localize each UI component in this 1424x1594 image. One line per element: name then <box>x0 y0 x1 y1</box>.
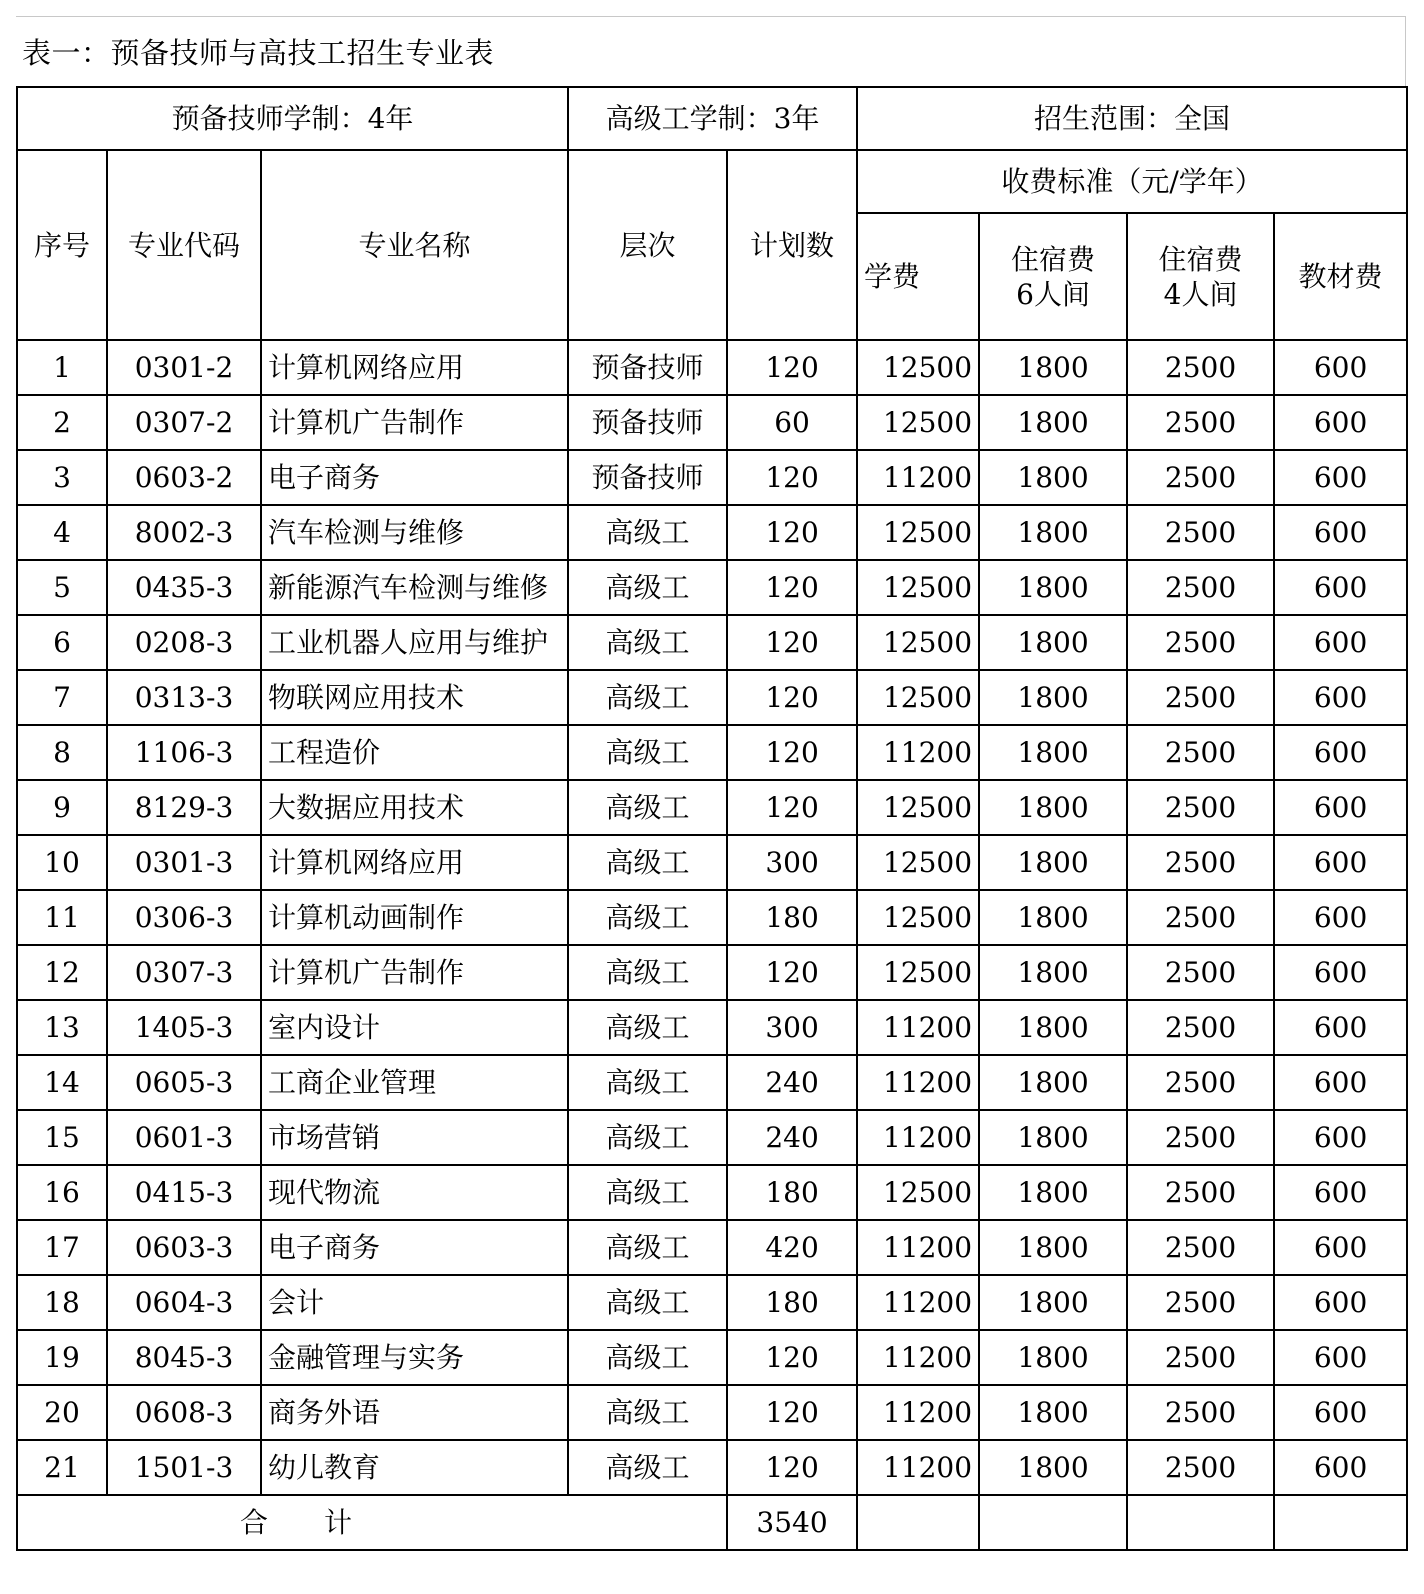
table-row <box>17 1440 1407 1495</box>
cell-major-name: 现代物流 <box>261 1165 568 1220</box>
cell-dorm4: 2500 <box>1127 670 1274 725</box>
cell-seq: 2 <box>17 395 107 450</box>
cell-plan: 120 <box>727 615 857 670</box>
cell-code: 0301-3 <box>107 835 261 890</box>
header-seq: 序号 <box>17 150 107 340</box>
cell-seq: 18 <box>17 1275 107 1330</box>
cell-code: 8045-3 <box>107 1330 261 1385</box>
cell-major-name: 计算机动画制作 <box>261 890 568 945</box>
cell-level: 高级工 <box>568 1055 727 1110</box>
table-row <box>17 450 1407 505</box>
header-dorm4-line2: 4人间 <box>1163 277 1238 311</box>
table-row <box>17 835 1407 890</box>
table-row <box>17 1330 1407 1385</box>
table-row <box>17 1055 1407 1110</box>
cell-plan: 180 <box>727 890 857 945</box>
header-dorm4-line1: 住宿费 <box>1158 242 1243 276</box>
info-row <box>17 87 1407 150</box>
cell-level: 高级工 <box>568 1220 727 1275</box>
cell-level: 高级工 <box>568 670 727 725</box>
cell-plan: 60 <box>727 395 857 450</box>
table-row <box>17 1110 1407 1165</box>
cell-code: 0307-3 <box>107 945 261 1000</box>
cell-plan: 120 <box>727 945 857 1000</box>
header-code: 专业代码 <box>107 150 261 340</box>
cell-dorm6: 1800 <box>979 1055 1127 1110</box>
cell-books: 600 <box>1274 615 1407 670</box>
cell-dorm6: 1800 <box>979 615 1127 670</box>
cell-dorm4: 2500 <box>1127 560 1274 615</box>
cell-major-name: 计算机广告制作 <box>261 945 568 1000</box>
cell-books: 600 <box>1274 835 1407 890</box>
cell-level: 高级工 <box>568 1330 727 1385</box>
enrollment-table <box>16 86 1408 1551</box>
cell-books: 600 <box>1274 1330 1407 1385</box>
cell-level: 高级工 <box>568 1385 727 1440</box>
cell-books: 600 <box>1274 890 1407 945</box>
cell-dorm6: 1800 <box>979 340 1127 395</box>
cell-tuition: 11200 <box>857 1275 979 1330</box>
cell-seq: 1 <box>17 340 107 395</box>
table-row <box>17 340 1407 395</box>
cell-dorm6: 1800 <box>979 670 1127 725</box>
cell-plan: 120 <box>727 505 857 560</box>
cell-dorm4: 2500 <box>1127 945 1274 1000</box>
cell-dorm6: 1800 <box>979 945 1127 1000</box>
cell-plan: 240 <box>727 1055 857 1110</box>
cell-tuition: 12500 <box>857 945 979 1000</box>
cell-dorm4: 2500 <box>1127 505 1274 560</box>
table-row <box>17 1275 1407 1330</box>
cell-code: 0313-3 <box>107 670 261 725</box>
cell-tuition: 11200 <box>857 725 979 780</box>
header-dorm6-line2: 6人间 <box>1016 277 1090 311</box>
cell-seq: 13 <box>17 1000 107 1055</box>
cell-major-name: 计算机广告制作 <box>261 395 568 450</box>
header-dorm6 <box>979 213 1127 340</box>
table-row <box>17 560 1407 615</box>
cell-books: 600 <box>1274 1440 1407 1495</box>
yubei-duration: 预备技师学制：4年 <box>17 87 568 150</box>
cell-tuition: 12500 <box>857 395 979 450</box>
cell-major-name: 电子商务 <box>261 1220 568 1275</box>
cell-dorm6: 1800 <box>979 395 1127 450</box>
cell-books: 600 <box>1274 1165 1407 1220</box>
table-row <box>17 725 1407 780</box>
cell-dorm6: 1800 <box>979 1000 1127 1055</box>
cell-seq: 3 <box>17 450 107 505</box>
cell-dorm6: 1800 <box>979 1220 1127 1275</box>
header-row-1 <box>17 150 1407 213</box>
cell-dorm6: 1800 <box>979 1110 1127 1165</box>
cell-dorm4: 2500 <box>1127 1165 1274 1220</box>
table-row <box>17 1000 1407 1055</box>
cell-plan: 120 <box>727 1330 857 1385</box>
cell-dorm6: 1800 <box>979 1275 1127 1330</box>
cell-code: 1501-3 <box>107 1440 261 1495</box>
total-row <box>17 1495 1407 1550</box>
cell-plan: 300 <box>727 1000 857 1055</box>
title-row <box>16 16 1406 86</box>
cell-seq: 7 <box>17 670 107 725</box>
total-empty-cell <box>1274 1495 1407 1550</box>
cell-code: 0208-3 <box>107 615 261 670</box>
cell-plan: 120 <box>727 780 857 835</box>
cell-level: 高级工 <box>568 1275 727 1330</box>
cell-dorm4: 2500 <box>1127 1000 1274 1055</box>
cell-tuition: 11200 <box>857 1330 979 1385</box>
table-row <box>17 505 1407 560</box>
cell-seq: 20 <box>17 1385 107 1440</box>
table-row <box>17 395 1407 450</box>
total-label: 合 计 <box>17 1495 727 1550</box>
table-row <box>17 615 1407 670</box>
cell-level: 高级工 <box>568 560 727 615</box>
cell-major-name: 会计 <box>261 1275 568 1330</box>
cell-seq: 14 <box>17 1055 107 1110</box>
cell-code: 1106-3 <box>107 725 261 780</box>
cell-code: 8129-3 <box>107 780 261 835</box>
header-name: 专业名称 <box>261 150 568 340</box>
cell-major-name: 工业机器人应用与维护 <box>261 615 568 670</box>
cell-level: 高级工 <box>568 780 727 835</box>
cell-dorm4: 2500 <box>1127 1220 1274 1275</box>
cell-seq: 5 <box>17 560 107 615</box>
cell-dorm4: 2500 <box>1127 1385 1274 1440</box>
header-plan: 计划数 <box>727 150 857 340</box>
cell-plan: 420 <box>727 1220 857 1275</box>
cell-dorm6: 1800 <box>979 725 1127 780</box>
cell-dorm4: 2500 <box>1127 615 1274 670</box>
cell-level: 高级工 <box>568 615 727 670</box>
cell-books: 600 <box>1274 1055 1407 1110</box>
cell-tuition: 11200 <box>857 1055 979 1110</box>
total-plan: 3540 <box>727 1495 857 1550</box>
cell-level: 高级工 <box>568 1440 727 1495</box>
cell-dorm6: 1800 <box>979 835 1127 890</box>
cell-seq: 12 <box>17 945 107 1000</box>
cell-major-name: 幼儿教育 <box>261 1440 568 1495</box>
cell-plan: 180 <box>727 1275 857 1330</box>
cell-dorm4: 2500 <box>1127 780 1274 835</box>
cell-plan: 120 <box>727 560 857 615</box>
cell-tuition: 12500 <box>857 1165 979 1220</box>
cell-tuition: 12500 <box>857 780 979 835</box>
cell-tuition: 11200 <box>857 1440 979 1495</box>
cell-tuition: 12500 <box>857 890 979 945</box>
table-row <box>17 1220 1407 1275</box>
cell-major-name: 电子商务 <box>261 450 568 505</box>
cell-dorm6: 1800 <box>979 505 1127 560</box>
cell-level: 预备技师 <box>568 450 727 505</box>
table-row <box>17 1165 1407 1220</box>
cell-major-name: 新能源汽车检测与维修 <box>261 560 568 615</box>
cell-books: 600 <box>1274 1385 1407 1440</box>
cell-dorm6: 1800 <box>979 560 1127 615</box>
cell-level: 高级工 <box>568 505 727 560</box>
cell-seq: 16 <box>17 1165 107 1220</box>
header-level: 层次 <box>568 150 727 340</box>
cell-books: 600 <box>1274 1275 1407 1330</box>
cell-dorm4: 2500 <box>1127 1440 1274 1495</box>
cell-tuition: 12500 <box>857 615 979 670</box>
cell-code: 8002-3 <box>107 505 261 560</box>
cell-seq: 8 <box>17 725 107 780</box>
cell-major-name: 室内设计 <box>261 1000 568 1055</box>
table-row <box>17 670 1407 725</box>
cell-level: 高级工 <box>568 1110 727 1165</box>
cell-books: 600 <box>1274 670 1407 725</box>
cell-dorm4: 2500 <box>1127 340 1274 395</box>
header-dorm4 <box>1127 213 1274 340</box>
cell-dorm4: 2500 <box>1127 1275 1274 1330</box>
cell-dorm6: 1800 <box>979 450 1127 505</box>
cell-code: 0605-3 <box>107 1055 261 1110</box>
cell-dorm6: 1800 <box>979 1440 1127 1495</box>
cell-major-name: 工程造价 <box>261 725 568 780</box>
header-dorm6-line1: 住宿费 <box>1011 242 1096 276</box>
cell-books: 600 <box>1274 1110 1407 1165</box>
cell-books: 600 <box>1274 340 1407 395</box>
cell-code: 0603-3 <box>107 1220 261 1275</box>
cell-seq: 4 <box>17 505 107 560</box>
cell-major-name: 商务外语 <box>261 1385 568 1440</box>
cell-plan: 120 <box>727 670 857 725</box>
cell-tuition: 12500 <box>857 340 979 395</box>
total-empty-cell <box>979 1495 1127 1550</box>
cell-dorm4: 2500 <box>1127 1110 1274 1165</box>
cell-plan: 120 <box>727 340 857 395</box>
cell-code: 0306-3 <box>107 890 261 945</box>
cell-level: 预备技师 <box>568 395 727 450</box>
total-empty-cell <box>1127 1495 1274 1550</box>
cell-level: 高级工 <box>568 890 727 945</box>
cell-seq: 15 <box>17 1110 107 1165</box>
cell-major-name: 汽车检测与维修 <box>261 505 568 560</box>
gaoji-duration: 高级工学制：3年 <box>568 87 857 150</box>
cell-major-name: 市场营销 <box>261 1110 568 1165</box>
cell-tuition: 11200 <box>857 450 979 505</box>
cell-seq: 17 <box>17 1220 107 1275</box>
cell-dorm6: 1800 <box>979 780 1127 835</box>
cell-code: 0601-3 <box>107 1110 261 1165</box>
cell-major-name: 计算机网络应用 <box>261 835 568 890</box>
table-row <box>17 890 1407 945</box>
enrollment-sheet <box>16 16 1406 1551</box>
cell-tuition: 11200 <box>857 1385 979 1440</box>
cell-level: 高级工 <box>568 945 727 1000</box>
cell-major-name: 金融管理与实务 <box>261 1330 568 1385</box>
enrollment-scope: 招生范围：全国 <box>857 87 1407 150</box>
cell-plan: 180 <box>727 1165 857 1220</box>
cell-dorm4: 2500 <box>1127 1055 1274 1110</box>
cell-tuition: 12500 <box>857 835 979 890</box>
cell-plan: 120 <box>727 725 857 780</box>
cell-level: 高级工 <box>568 1000 727 1055</box>
cell-books: 600 <box>1274 1000 1407 1055</box>
header-books: 教材费 <box>1274 213 1407 340</box>
cell-plan: 120 <box>727 1440 857 1495</box>
total-empty-cell <box>857 1495 979 1550</box>
cell-dorm4: 2500 <box>1127 395 1274 450</box>
cell-plan: 120 <box>727 450 857 505</box>
cell-major-name: 大数据应用技术 <box>261 780 568 835</box>
cell-major-name: 工商企业管理 <box>261 1055 568 1110</box>
cell-code: 0603-2 <box>107 450 261 505</box>
cell-tuition: 11200 <box>857 1110 979 1165</box>
table-row <box>17 1385 1407 1440</box>
cell-dorm6: 1800 <box>979 1165 1127 1220</box>
cell-tuition: 12500 <box>857 560 979 615</box>
cell-dorm6: 1800 <box>979 1385 1127 1440</box>
cell-code: 1405-3 <box>107 1000 261 1055</box>
cell-tuition: 11200 <box>857 1220 979 1275</box>
cell-seq: 19 <box>17 1330 107 1385</box>
cell-dorm4: 2500 <box>1127 725 1274 780</box>
cell-seq: 11 <box>17 890 107 945</box>
cell-dorm4: 2500 <box>1127 835 1274 890</box>
cell-code: 0415-3 <box>107 1165 261 1220</box>
cell-code: 0435-3 <box>107 560 261 615</box>
cell-major-name: 计算机网络应用 <box>261 340 568 395</box>
cell-tuition: 12500 <box>857 505 979 560</box>
header-tuition: 学费 <box>857 213 979 340</box>
cell-code: 0604-3 <box>107 1275 261 1330</box>
cell-major-name: 物联网应用技术 <box>261 670 568 725</box>
cell-dorm6: 1800 <box>979 890 1127 945</box>
header-fees-group: 收费标准（元/学年） <box>857 150 1407 213</box>
cell-dorm4: 2500 <box>1127 450 1274 505</box>
cell-books: 600 <box>1274 725 1407 780</box>
cell-books: 600 <box>1274 780 1407 835</box>
cell-books: 600 <box>1274 450 1407 505</box>
cell-tuition: 12500 <box>857 670 979 725</box>
cell-plan: 300 <box>727 835 857 890</box>
cell-code: 0608-3 <box>107 1385 261 1440</box>
cell-dorm4: 2500 <box>1127 890 1274 945</box>
cell-dorm6: 1800 <box>979 1330 1127 1385</box>
cell-seq: 10 <box>17 835 107 890</box>
cell-plan: 120 <box>727 1385 857 1440</box>
cell-level: 高级工 <box>568 1165 727 1220</box>
cell-books: 600 <box>1274 945 1407 1000</box>
table-row <box>17 945 1407 1000</box>
cell-books: 600 <box>1274 505 1407 560</box>
cell-seq: 21 <box>17 1440 107 1495</box>
cell-tuition: 11200 <box>857 1000 979 1055</box>
cell-level: 高级工 <box>568 725 727 780</box>
cell-plan: 240 <box>727 1110 857 1165</box>
cell-level: 高级工 <box>568 835 727 890</box>
cell-books: 600 <box>1274 1220 1407 1275</box>
table-row <box>17 780 1407 835</box>
cell-books: 600 <box>1274 560 1407 615</box>
cell-code: 0307-2 <box>107 395 261 450</box>
table-title: 表一：预备技师与高技工招生专业表 <box>22 36 495 70</box>
cell-books: 600 <box>1274 395 1407 450</box>
cell-dorm4: 2500 <box>1127 1330 1274 1385</box>
cell-seq: 9 <box>17 780 107 835</box>
cell-code: 0301-2 <box>107 340 261 395</box>
cell-seq: 6 <box>17 615 107 670</box>
cell-level: 预备技师 <box>568 340 727 395</box>
